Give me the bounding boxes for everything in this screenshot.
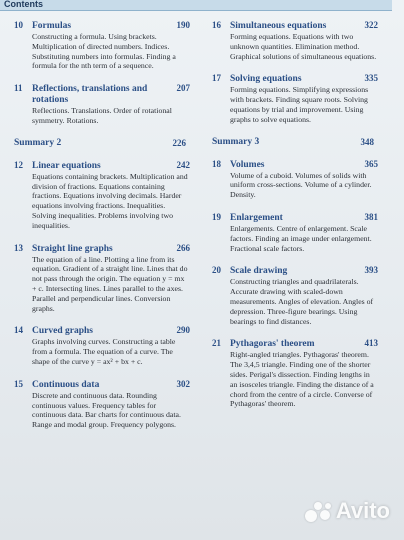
- chapter-page: 335: [364, 73, 378, 84]
- summary-page: 348: [360, 136, 374, 147]
- chapter-description: Graphs involving curves. Constructing a table from a formula. The equation of a curve. The shape of the curve y = ax² + bx + c.: [32, 337, 176, 366]
- chapter-page: 242: [176, 159, 190, 170]
- chapter-description: Discrete and continuous data. Rounding continuous values. Frequency tables for continuous data. Bar charts for continuous data. Range and modal group. Frequency polygons.: [32, 390, 181, 430]
- chapter-description: Right-angled triangles. Pythagoras' theorem. The 3,4,5 triangle. Finding one of the shorter sides. Perigal's dissection. Finding lengths in an isosceles triangle. Finding the distance of a chord from the centre of a circle. Converse of Pythagoras' theorem.: [230, 350, 374, 409]
- chapter-number: 17: [212, 73, 221, 84]
- chapter-page: 413: [364, 338, 378, 349]
- chapter-page: 266: [176, 242, 190, 253]
- chapter-heading: [212, 73, 378, 85]
- chapter-description: Forming equations. Simplifying expressions with brackets. Finding square roots. Solving equations by trial and improvement. Using graphs to solve equations.: [230, 85, 369, 124]
- chapter-heading: [14, 379, 190, 391]
- chapter-page: 393: [364, 265, 378, 276]
- chapter-description: Volume of a cuboid. Volumes of solids with uniform cross-sections. Volume of a cylinder. Density.: [230, 170, 372, 200]
- summary-title: Summary 3: [212, 136, 260, 147]
- avito-watermark: [305, 498, 390, 524]
- chapter-heading: [212, 212, 378, 224]
- chapter-description: Constructing a formula. Using brackets. Multiplication of directed numbers. Indices. Substituting numbers into formulas. Finding a formula for the nth term of a sequence.: [32, 32, 176, 71]
- chapter-page: 365: [364, 158, 378, 169]
- chapter-page: 302: [176, 378, 190, 389]
- chapter-entry: [212, 338, 378, 409]
- chapter-entry: [14, 325, 190, 366]
- chapter-description: Reflections. Translations. Order of rotational symmetry. Rotations.: [32, 106, 172, 125]
- chapter-number: 12: [14, 159, 23, 170]
- chapter-number: 10: [14, 20, 23, 30]
- chapter-number: 15: [14, 378, 23, 389]
- chapter-title: Reflections, translations and rotations: [32, 84, 148, 106]
- chapter-number: 19: [212, 211, 221, 222]
- header-label: Contents: [4, 0, 43, 9]
- chapter-entry: [14, 83, 190, 126]
- chapter-heading: [14, 83, 190, 106]
- chapter-number: 13: [14, 242, 23, 253]
- chapter-number: 16: [212, 20, 221, 30]
- chapter-title: Solving equations: [230, 74, 302, 85]
- chapter-heading: [14, 20, 190, 32]
- chapter-page: 381: [364, 211, 378, 222]
- chapter-heading: [14, 160, 190, 172]
- chapter-entry: [14, 20, 190, 71]
- watermark-text: Avito: [335, 498, 390, 523]
- chapter-entry: [14, 379, 190, 430]
- chapter-title: Volumes: [230, 159, 265, 170]
- chapter-heading: [14, 325, 190, 337]
- chapter-number: 11: [14, 83, 23, 94]
- chapter-heading: [212, 20, 378, 32]
- chapter-page: 290: [176, 325, 190, 336]
- chapter-entry: [212, 159, 378, 200]
- avito-logo-icon: [305, 500, 333, 522]
- chapter-title: Linear equations: [32, 160, 101, 171]
- chapter-entry: [14, 160, 190, 231]
- left-column: [14, 20, 190, 442]
- summary-row: [212, 137, 378, 147]
- chapter-entry: [212, 20, 378, 61]
- chapter-number: 14: [14, 325, 23, 336]
- chapter-heading: [212, 159, 378, 171]
- chapter-title: Straight line graphs: [32, 243, 113, 254]
- chapter-title: Enlargement: [230, 212, 283, 223]
- chapter-title: Simultaneous equations: [230, 21, 327, 31]
- chapter-description: Equations containing brackets. Multiplication and division of fractions. Equations containing fractions. Equations involving decimals. Harder equations involving fractions. Inequalities. Solving inequalities. Problems involving two inequalities.: [32, 171, 188, 230]
- chapter-number: 18: [212, 158, 221, 169]
- chapter-title: Curved graphs: [32, 326, 93, 337]
- header-bar: [0, 0, 392, 11]
- summary-row: [14, 138, 190, 148]
- chapter-page: 190: [176, 20, 190, 30]
- chapter-number: 21: [212, 338, 221, 349]
- chapter-description: Enlargements. Centre of enlargement. Scale factors. Finding an image under enlargement. Fractional scale factors.: [230, 223, 372, 253]
- chapter-title: Pythagoras' theorem: [230, 339, 315, 350]
- chapter-page: 207: [176, 83, 190, 94]
- summary-page: 226: [172, 137, 186, 148]
- chapter-heading: [14, 243, 190, 255]
- chapter-title: Formulas: [32, 21, 72, 31]
- chapter-entry: [212, 265, 378, 326]
- chapter-entry: [212, 73, 378, 124]
- chapter-number: 20: [212, 265, 221, 276]
- chapter-heading: [212, 338, 378, 350]
- chapter-title: Scale drawing: [230, 266, 288, 277]
- chapter-description: Constructing triangles and quadrilaterals. Accurate drawing with scaled-down measurements. Angles of elevation. Angles of depression. Three-figure bearings. Using bearings to find distances.: [230, 277, 374, 326]
- chapter-title: Continuous data: [32, 379, 100, 390]
- chapter-description: Forming equations. Equations with two unknown quantities. Elimination method. Graphical solutions of simultaneous equations.: [230, 32, 377, 61]
- chapter-entry: [14, 243, 190, 314]
- chapter-page: 322: [364, 20, 378, 30]
- right-column: [212, 20, 378, 421]
- chapter-heading: [212, 265, 378, 277]
- chapter-description: The equation of a line. Plotting a line from its equation. Gradient of a straight line. Lines that do not pass through the origin. The equation y = mx + c. Intersecting lines. Lines parallel to the axes. Parallel and perpendicular lines. Conversion graphs.: [32, 254, 188, 313]
- chapter-entry: [212, 212, 378, 253]
- summary-title: Summary 2: [14, 137, 62, 148]
